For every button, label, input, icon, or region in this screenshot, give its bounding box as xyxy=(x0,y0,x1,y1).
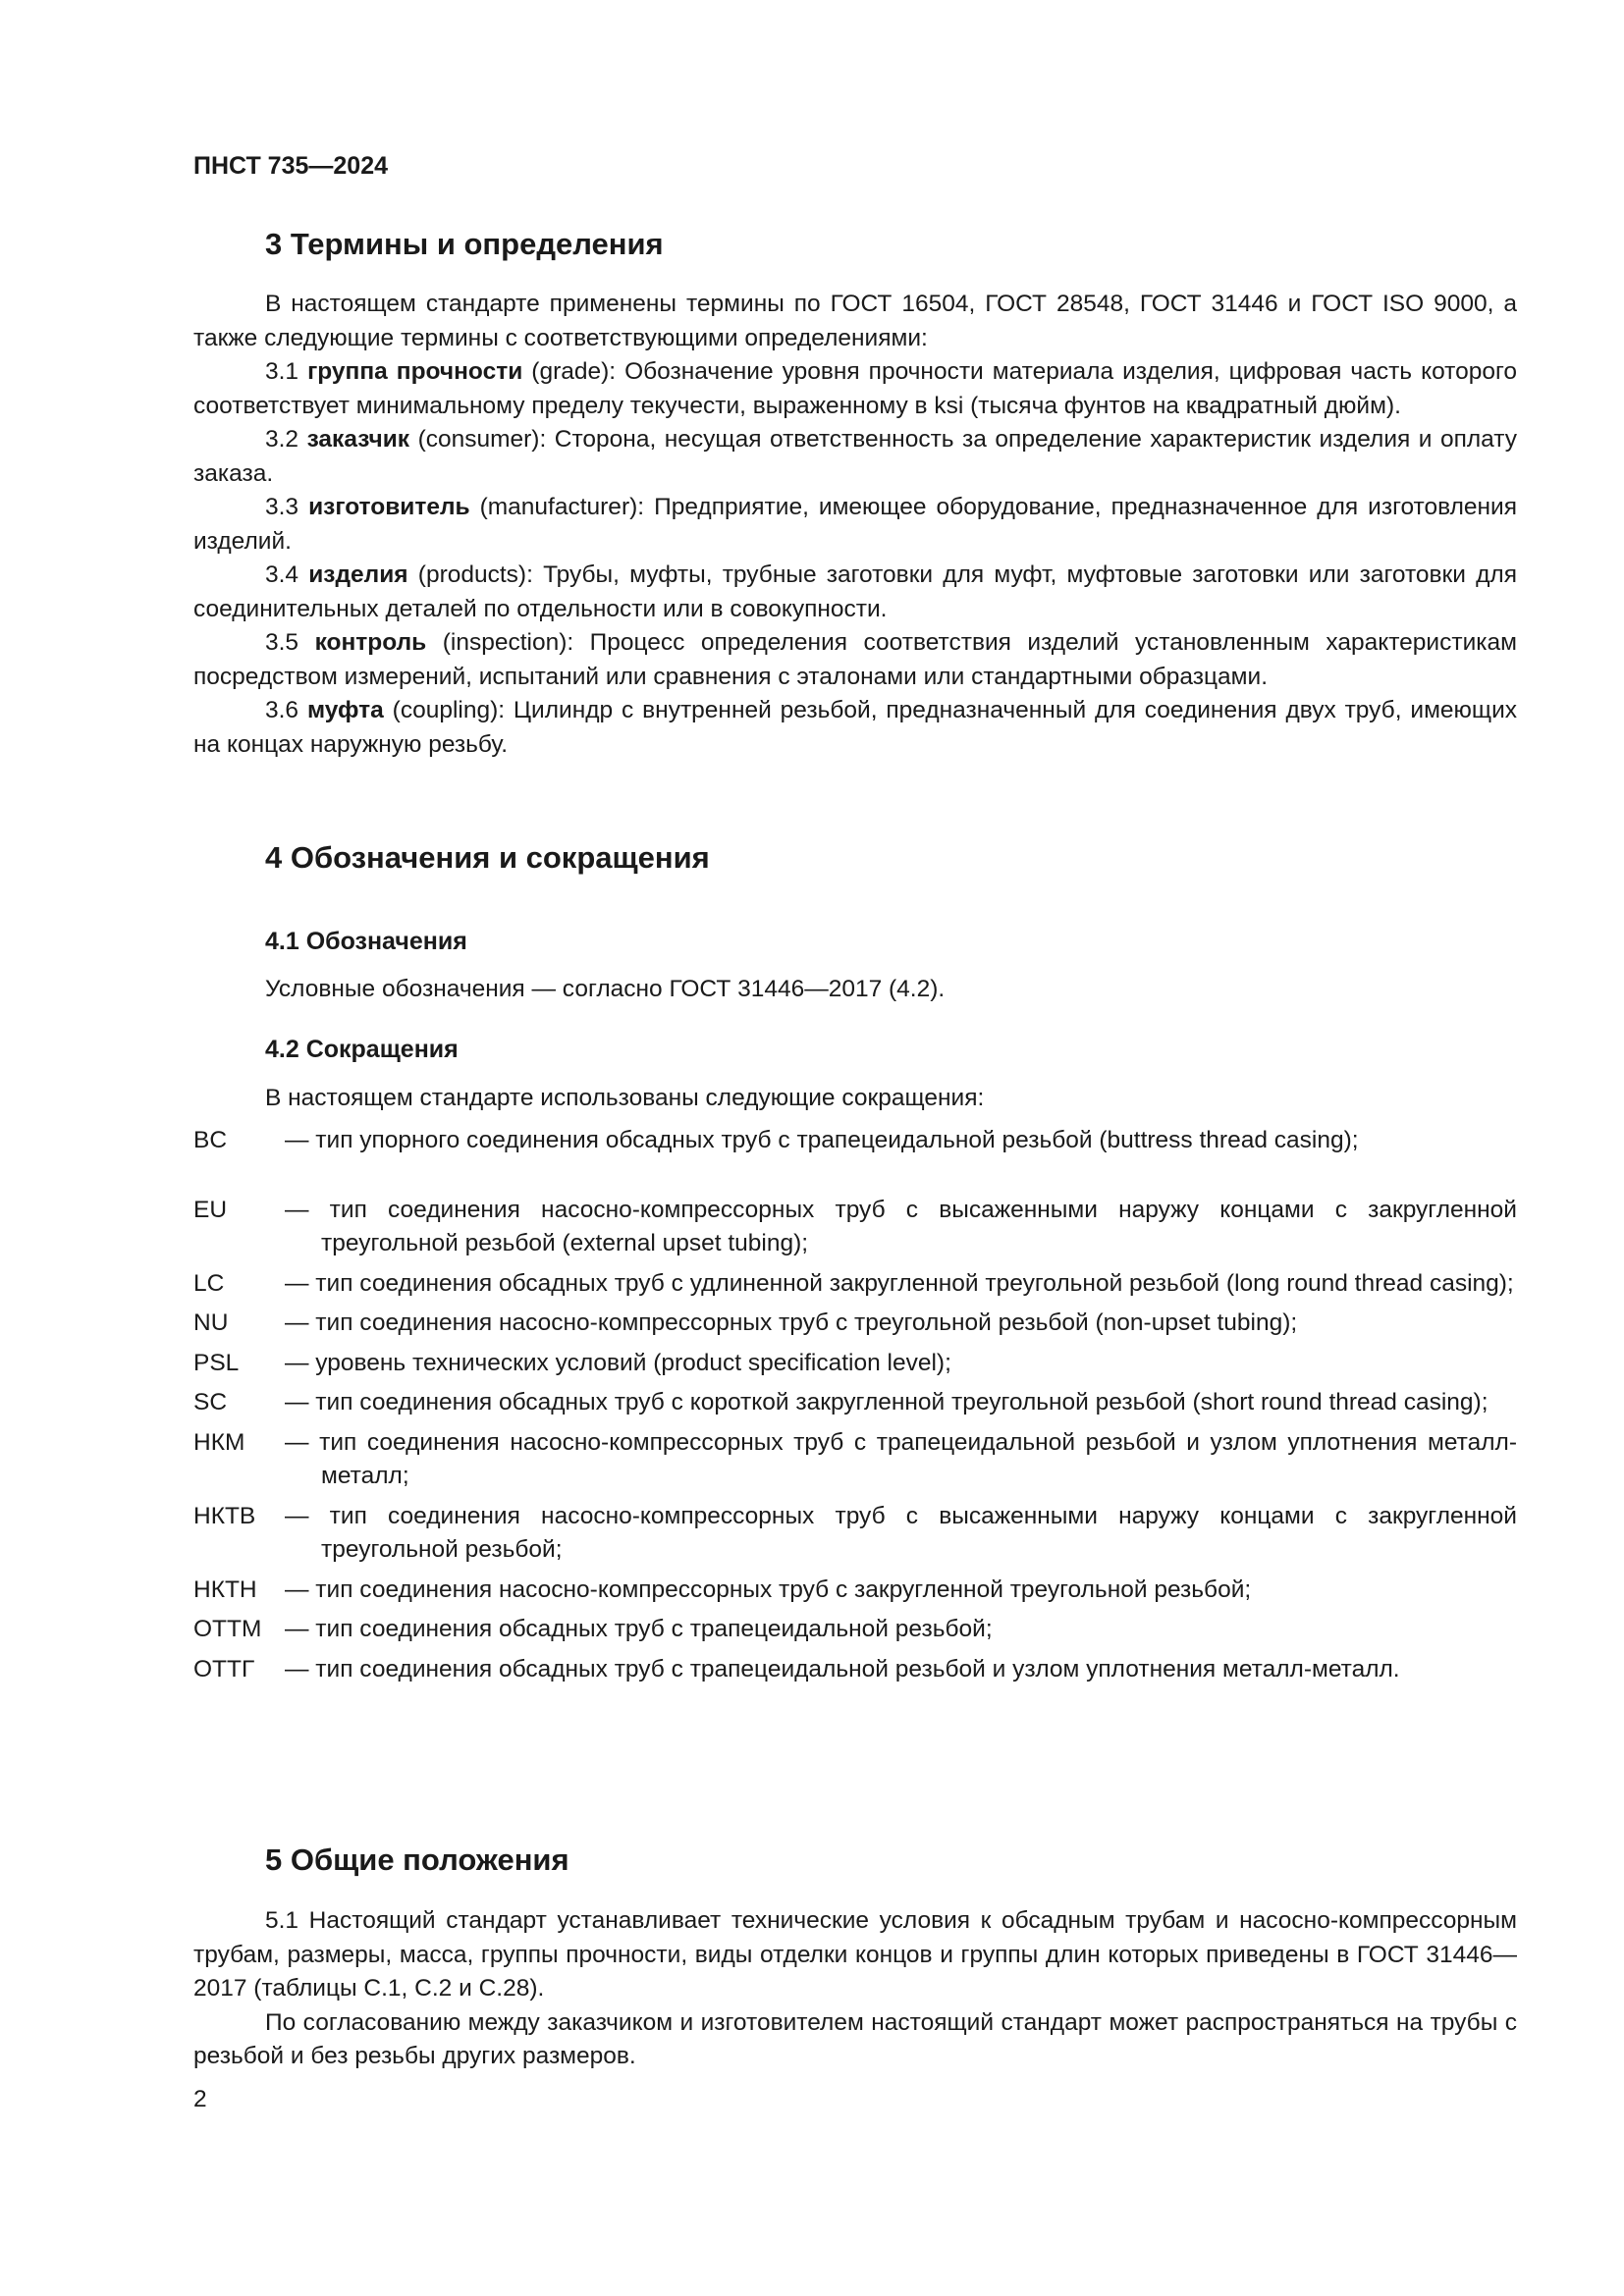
abbreviation-item xyxy=(193,1613,1517,1647)
abbreviation: EU xyxy=(193,1196,228,1223)
abbreviation: ОТТМ xyxy=(193,1616,262,1642)
term-text: Трубы, муфты, трубные заготовки для муфт, муфтовые заготовки или заготовки для соединительных деталей по отдельности или в совокупности. xyxy=(193,561,1517,622)
section-4-title: 4 Обозначения и сокращения xyxy=(265,840,710,875)
abbreviation-definition: — тип соединения обсадных труб с трапецеидальной резьбой; xyxy=(285,1616,993,1642)
abbreviation-definition: — тип соединения насосно-компрессорных труб с трапецеидальной резьбой и узлом уплотнения металл-металл; xyxy=(285,1428,1517,1489)
section-5-1-text: 5.1 Настоящий стандарт устанавливает технические условия к обсадным трубам и насосно-компрессорным трубам, размеры, масса, группы прочности, виды отделки концов и группы длин которых приведены в ГОСТ 31446—2017 (таблицы С.1, С.2 и С.28). xyxy=(193,1907,1517,2002)
term-text: Сторона, несущая ответственность за определение характеристик изделия и оплату заказа. xyxy=(193,426,1517,487)
term-text: Процесс определения соответствия изделий установленным характеристикам посредством измерений, испытаний или сравнения с эталонами или стандартными образцами. xyxy=(193,629,1518,690)
abbreviation-definition: — тип соединения насосно-компрессорных труб с высаженными наружу концами с закругленной треугольной резьбой (external upset tubing); xyxy=(285,1196,1517,1256)
abbreviation-item xyxy=(193,1124,1517,1158)
term-name: изготовитель xyxy=(308,494,470,520)
page-number: 2 xyxy=(193,2086,207,2112)
term-name: контроль xyxy=(314,629,427,656)
section-4-1-title: 4.1 Обозначения xyxy=(265,928,467,955)
term-text: Цилиндр с внутренней резьбой, предназначенный для соединения двух труб, имеющих на концах наружную резьбу. xyxy=(193,697,1518,758)
abbreviation-definition: — тип соединения насосно-компрессорных труб с закругленной треугольной резьбой; xyxy=(285,1575,1252,1603)
abbreviation-definition: — тип упорного соединения обсадных труб с трапецеидальной резьбой (buttress thread casing); xyxy=(285,1127,1359,1153)
term-definition xyxy=(193,423,1517,491)
term-definition xyxy=(193,491,1517,559)
abbreviation-item xyxy=(193,1574,1517,1608)
abbreviation: НКМ xyxy=(193,1428,245,1456)
abbreviation-definition: — тип соединения обсадных труб с трапецеидальной резьбой и узлом уплотнения металл-металл. xyxy=(285,1655,1400,1682)
abbreviation-item xyxy=(193,1500,1517,1568)
abbreviation: НКТВ xyxy=(193,1502,256,1529)
abbreviations-list xyxy=(193,1124,1517,1692)
abbreviation-item xyxy=(193,1307,1517,1341)
section-3-intro: В настоящем стандарте применены термины по ГОСТ 16504, ГОСТ 28548, ГОСТ 31446 и ГОСТ ISO 9000, а также следующие термины с соответствующими определениями: xyxy=(193,291,1517,351)
section-5-body xyxy=(193,1904,1517,2074)
term-text: Обозначение уровня прочности материала изделия, цифровая часть которого соответствует минимальному пределу текучести, выраженному в ksi (тысяча фунтов на квадратный дюйм). xyxy=(193,358,1517,419)
abbreviation-definition: — тип соединения обсадных труб с короткой закругленной треугольной резьбой (short round thread casing); xyxy=(285,1389,1489,1415)
section-5-title: 5 Общие положения xyxy=(265,1842,569,1877)
term-name: изделия xyxy=(308,561,408,588)
abbreviation-item xyxy=(193,1386,1517,1420)
section-4-2-title: 4.2 Сокращения xyxy=(265,1036,459,1063)
term-english: (inspection): xyxy=(442,629,574,656)
term-definition xyxy=(193,694,1517,762)
abbreviation: LC xyxy=(193,1269,225,1297)
section-4-1-text: Условные обозначения — согласно ГОСТ 31446—2017 (4.2). xyxy=(265,976,946,1002)
abbreviation: SC xyxy=(193,1389,228,1415)
abbreviation-item xyxy=(193,1653,1517,1687)
abbreviation-definition: — тип соединения насосно-компрессорных труб с треугольной резьбой (non-upset tubing); xyxy=(285,1309,1298,1336)
term-number: 3.3 xyxy=(265,494,299,520)
abbreviation-item xyxy=(193,1426,1517,1494)
term-number: 3.1 xyxy=(265,358,299,385)
term-text: Предприятие, имеющее оборудование, предназначенное для изготовления изделий. xyxy=(193,494,1517,555)
abbreviation-item xyxy=(193,1267,1517,1302)
abbreviation-item xyxy=(193,1347,1517,1381)
term-definition xyxy=(193,626,1517,694)
term-name: группа прочности xyxy=(307,358,523,385)
section-4-2-intro: В настоящем стандарте использованы следующие сокращения: xyxy=(265,1085,985,1111)
term-name: заказчик xyxy=(306,426,410,453)
term-definition xyxy=(193,355,1517,423)
term-english: (coupling): xyxy=(392,697,506,723)
abbreviation: NU xyxy=(193,1309,229,1336)
abbreviation: BC xyxy=(193,1127,228,1153)
abbreviation: ОТТГ xyxy=(193,1655,255,1682)
term-english: (products): xyxy=(417,561,533,588)
term-number: 3.2 xyxy=(265,426,299,453)
abbreviation: PSL xyxy=(193,1349,240,1376)
term-english: (consumer): xyxy=(417,426,547,453)
section-3-title: 3 Термины и определения xyxy=(265,227,664,261)
term-english: (manufacturer): xyxy=(479,494,645,520)
abbreviation: НКТН xyxy=(193,1575,257,1603)
term-definition xyxy=(193,559,1517,626)
abbreviation-item xyxy=(193,1194,1517,1261)
abbreviation-definition: — тип соединения обсадных труб с удлиненной закругленной треугольной резьбой (long round thread casing); xyxy=(285,1269,1514,1297)
section-3-body xyxy=(193,288,1517,762)
section-5-paragraph-2: По согласованию между заказчиком и изготовителем настоящий стандарт может распространяться на трубы с резьбой и без резьбы других размеров. xyxy=(193,2008,1517,2069)
term-number: 3.5 xyxy=(265,629,299,656)
abbreviation-definition: — уровень технических условий (product specification level); xyxy=(285,1349,951,1376)
document-header: ПНСТ 735—2024 xyxy=(193,152,388,180)
term-name: муфта xyxy=(306,697,384,723)
term-english: (grade): xyxy=(531,358,617,385)
terms-list xyxy=(193,355,1517,762)
term-number: 3.4 xyxy=(265,561,299,588)
abbreviation-definition: — тип соединения насосно-компрессорных труб с высаженными наружу концами с закругленной треугольной резьбой; xyxy=(285,1502,1517,1563)
term-number: 3.6 xyxy=(265,697,299,723)
